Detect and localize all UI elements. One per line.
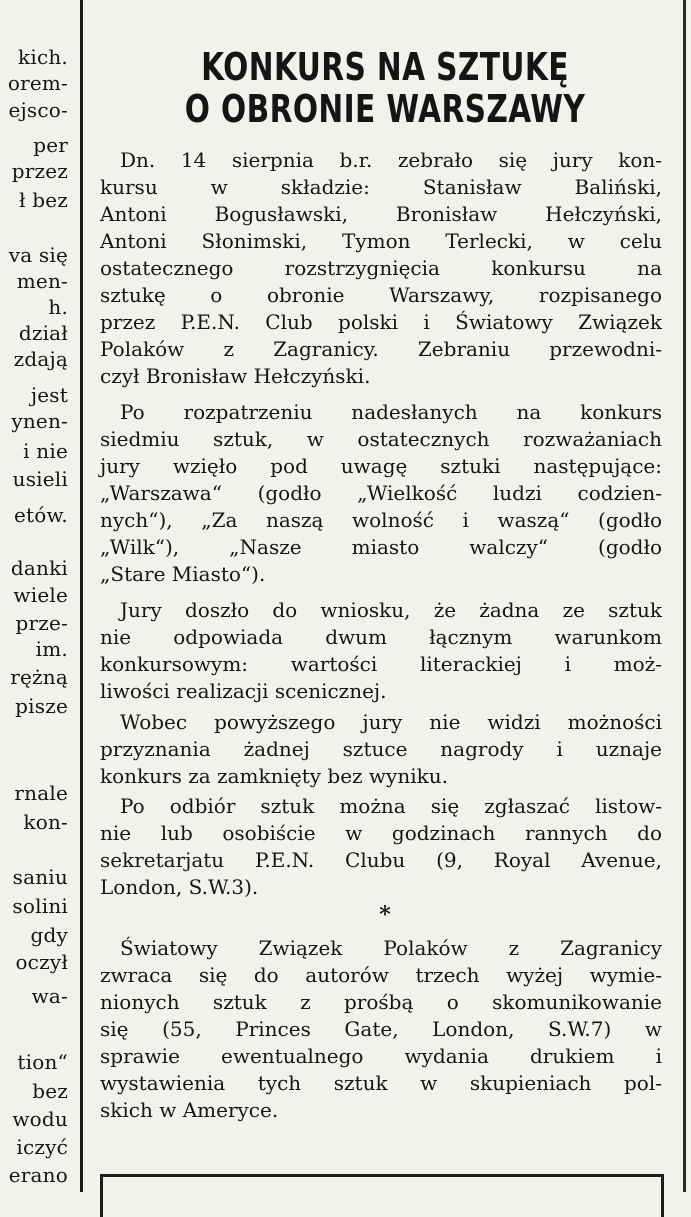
left-column-line: solini [12,894,68,918]
left-column-line: prze- [15,611,68,635]
left-column-line: i nie [23,439,68,463]
text-line: ostatecznego rozstrzygnięcia konkursu na [100,256,662,280]
left-column-line: gdy [30,923,68,947]
left-column-line: men- [16,269,68,293]
left-column-line: bez [32,1079,68,1103]
text-line: przez P.E.N. Club polski i Światowy Związek [100,310,662,334]
text-line: siedmiu sztuk, w ostatecznych rozważaniach [100,427,662,451]
text-line: Światowy Związek Polaków z Zagranicy [120,936,662,960]
left-column-line: zdają [13,347,68,371]
text-line: Po odbiór sztuk można się zgłaszać listow- [120,794,662,818]
text-line: wystawienia tych sztuk w skupieniach pol- [100,1071,662,1095]
left-column-line: jest [30,383,68,407]
text-line: sprawie ewentualnego wydania drukiem i [100,1044,662,1068]
text-line: konkursowym: wartości literackiej i moż- [100,652,662,676]
text-line: się (55, Princes Gate, London, S.W.7) w [100,1017,662,1041]
text-line: Jury doszło do wniosku, że żadna ze sztuk [120,598,662,622]
text-line: sztukę o obronie Warszawy, rozpisanego [100,283,662,307]
left-column-line: h. [48,295,68,319]
left-column-line: iczyć [16,1135,68,1159]
text-line: Antoni Słonimski, Tymon Terlecki, w celu [100,229,662,253]
article-title-line-2: O OBRONIE WARSZAWY [184,87,586,131]
left-column-line: orem- [7,71,68,95]
text-line: Polaków z Zagranicy. Zebraniu przewodni- [100,337,662,361]
left-column-line: oczył [15,950,68,974]
left-column-line: pisze [15,694,68,718]
text-line: nie lub osobiście w godzinach rannych do [100,821,662,845]
column-rule [80,0,83,1192]
left-column-line: etów. [13,503,68,527]
text-line: konkurs za zamknięty bez wyniku. [100,764,448,788]
next-article-box-border [100,1174,664,1217]
left-column-line: rężną [10,665,68,689]
text-line: Wobec powyższego jury nie widzi możności [120,710,662,734]
text-line: skich w Ameryce. [100,1098,279,1122]
text-line: „Warszawa“ (godło „Wielkość ludzi codzien- [100,481,662,505]
text-line: liwości realizacji scenicznej. [100,679,387,703]
left-column-line: va się [8,243,68,267]
left-column-line: erano [8,1163,68,1187]
text-line: nych“), „Za naszą wolność i waszą“ (godło [100,508,662,532]
left-column-line: wodu [12,1107,68,1131]
text-line: Dn. 14 sierpnia b.r. zebrało się jury kon- [120,148,662,172]
left-column-fragment [0,0,80,1192]
left-column-line: kich. [18,45,68,69]
text-line: kursu w składzie: Stanisław Baliński, [100,175,662,199]
left-column-line: dział [18,321,68,345]
text-line: jury wzięło pod uwagę sztuki następujące: [100,454,662,478]
left-column-line: danki [10,556,68,580]
left-column-line: ejsco- [8,98,68,122]
left-column-line: wiele [13,583,68,607]
text-line: „Wilk“), „Nasze miasto walczy“ (godło [100,535,662,559]
left-column-line: wa- [31,984,68,1008]
text-line: sekretarjatu P.E.N. Clubu (9, Royal Avenue, [100,848,662,872]
article-title-line-1: KONKURS NA SZTUKĘ [201,45,569,89]
column-rule [683,0,686,1192]
text-line: nie odpowiada dwum łącznym warunkom [100,625,662,649]
text-line: czył Bronisław Hełczyński. [100,364,371,388]
left-column-line: usieli [12,467,68,491]
left-column-line: im. [35,637,68,661]
text-line: Po rozpatrzeniu nadesłanych na konkurs [120,400,662,424]
left-column-line: per [33,133,68,157]
text-line: „Stare Miasto“). [100,562,266,586]
text-line: Antoni Bogusławski, Bronisław Hełczyński, [100,202,662,226]
left-column-line: saniu [12,865,68,889]
text-line: przyznania żadnej sztuce nagrody i uznaje [100,737,662,761]
text-line: London, S.W.3). [100,875,259,899]
text-line: zwraca się do autorów trzech wyżej wymie- [100,963,662,987]
text-line: nionych sztuk z prośbą o skomunikowanie [100,990,662,1014]
left-column-line: kon- [23,810,68,834]
left-column-line: ynen- [11,409,68,433]
left-column-line: tion“ [17,1050,68,1074]
left-column-line: ł bez [18,188,68,212]
left-column-line: przez [11,159,68,183]
section-separator: * [379,902,391,928]
left-column-line: rnale [14,781,68,805]
